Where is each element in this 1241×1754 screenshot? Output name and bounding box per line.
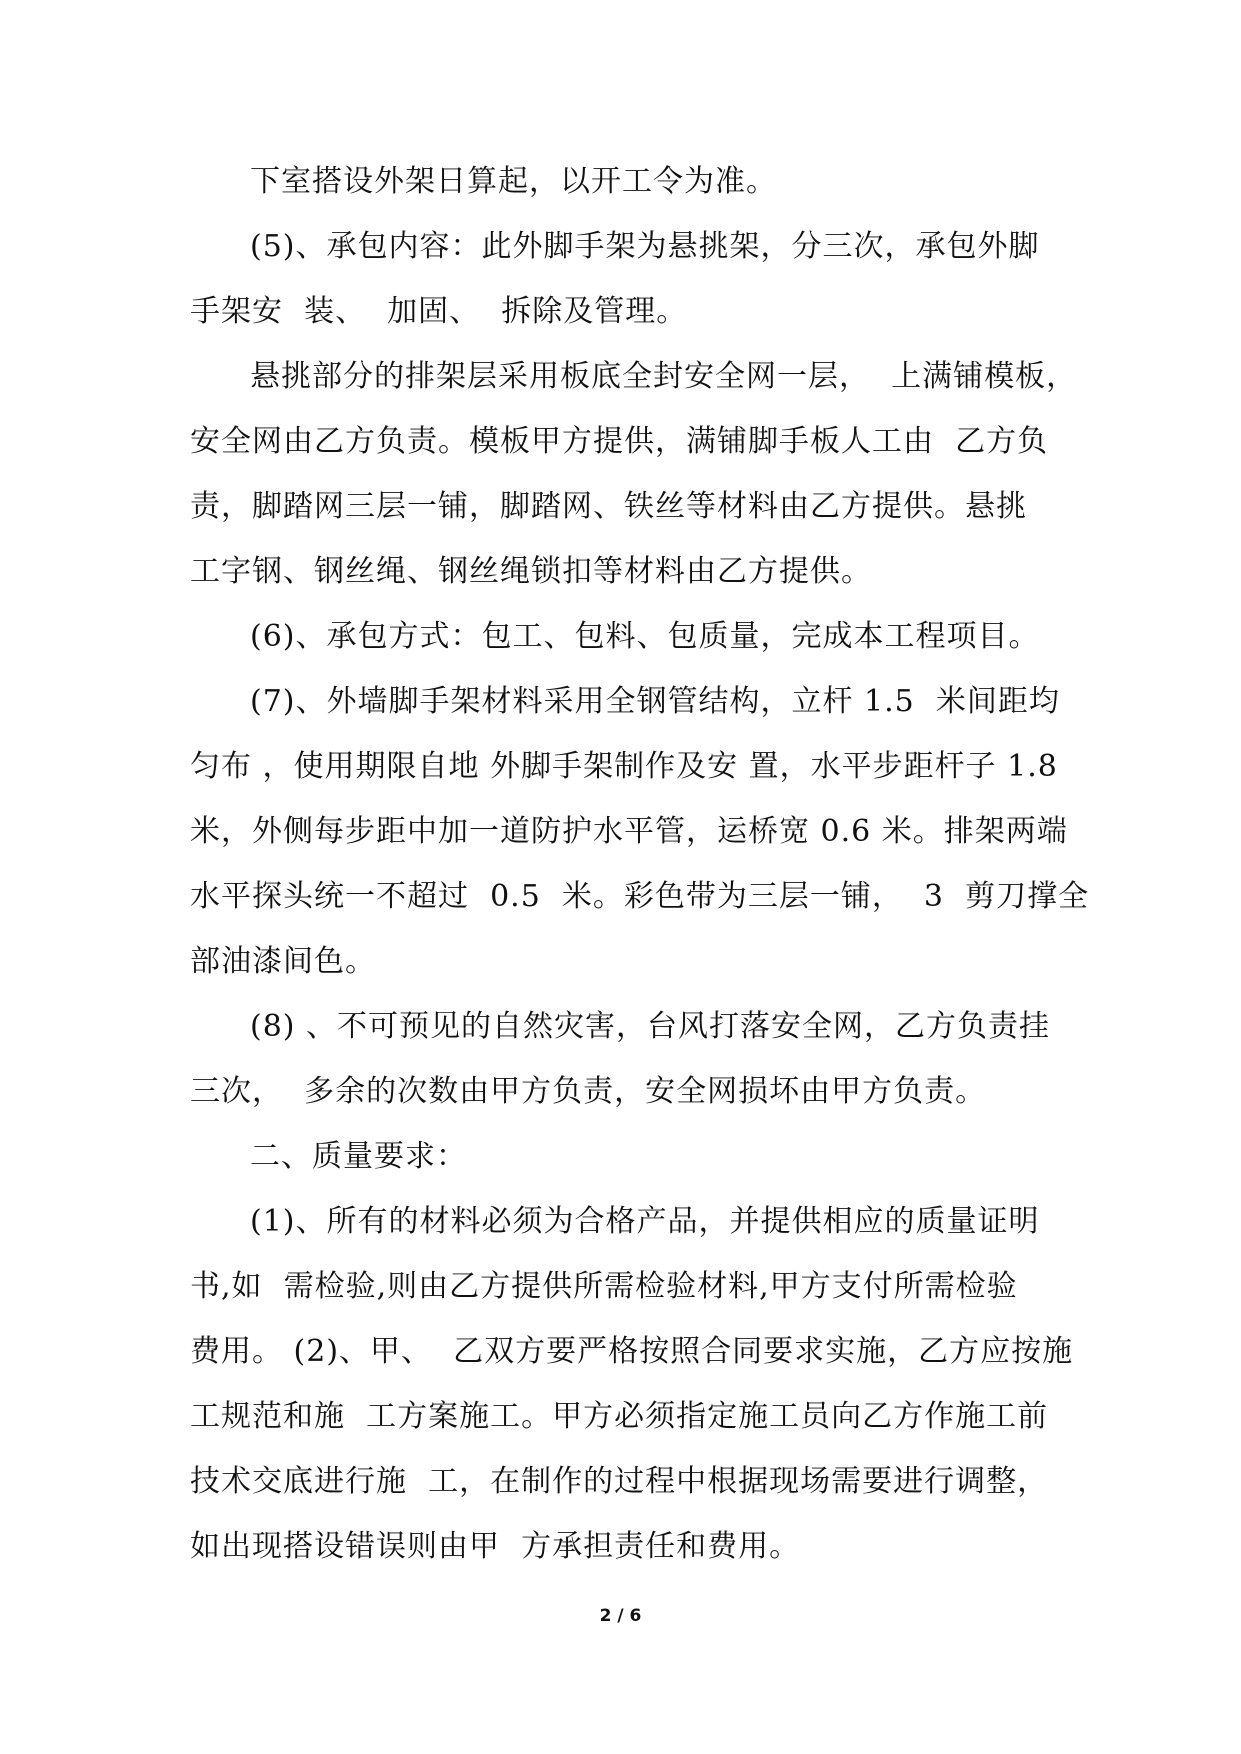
text-line: 工字钢、钢丝绳、钢丝绳锁扣等材料由乙方提供。 [190,554,872,589]
text-line: 如出现搭设错误则由甲 方承担责任和费用。 [190,1529,801,1564]
text-line: 水平探头统一不超过 0.5 米。彩色带为三层一铺， 3 剪刀撑全 [190,879,1090,914]
text-line: 米，外侧每步距中加一道防护水平管，运桥宽 0.6 米。排架两端 [190,814,1068,849]
text-line: 悬挑部分的排架层采用板底全封安全网一层， 上满铺模板， [250,359,1078,394]
text-line: 部油漆间色。 [190,944,376,979]
text-line: 下室搭设外架日算起，以开工令为准。 [250,164,777,199]
text-line: 责，脚踏网三层一铺，脚踏网、铁丝等材料由乙方提供。悬挑 [190,489,1027,524]
text-line: 费用。 (2)、甲、 乙双方要严格按照合同要求实施，乙方应按施 [190,1334,1074,1369]
text-line: 书,如 需检验,则由乙方提供所需检验材料,甲方支付所需检验 [190,1269,1018,1304]
section-heading: 二、质量要求： [250,1139,467,1174]
text-line: 安全网由乙方负责。模板甲方提供，满铺脚手板人工由 乙方负 [190,424,1049,459]
text-line: 匀布 ，使用期限自地 外脚手架制作及安 置，水平步距杆子 1.8 [190,749,1058,784]
text-line: (1)、所有的材料必须为合格产品，并提供相应的质量证明 [250,1204,1040,1239]
text-line: (6)、承包方式：包工、包料、包质量，完成本工程项目。 [250,619,1040,654]
text-line: 工规范和施 工方案施工。甲方必须指定施工员向乙方作施工前 [190,1399,1049,1434]
text-line: (8) 、不可预见的自然灾害，台风打落安全网，乙方负责挂 [250,1009,1051,1044]
text-line: 三次， 多余的次数由甲方负责，安全网损坏由甲方负责。 [190,1074,987,1109]
text-line: (5)、承包内容：此外脚手架为悬挑架，分三次，承包外脚 [250,229,1040,264]
page-number: 2 / 6 [599,1606,642,1626]
text-line: 手架安 装、 加固、 拆除及管理。 [190,294,688,329]
text-line: (7)、外墙脚手架材料采用全钢管结构，立杆 1.5 米间距均 [250,684,1060,719]
text-line: 技术交底进行施 工，在制作的过程中根据现场需要进行调整， [190,1464,1049,1499]
